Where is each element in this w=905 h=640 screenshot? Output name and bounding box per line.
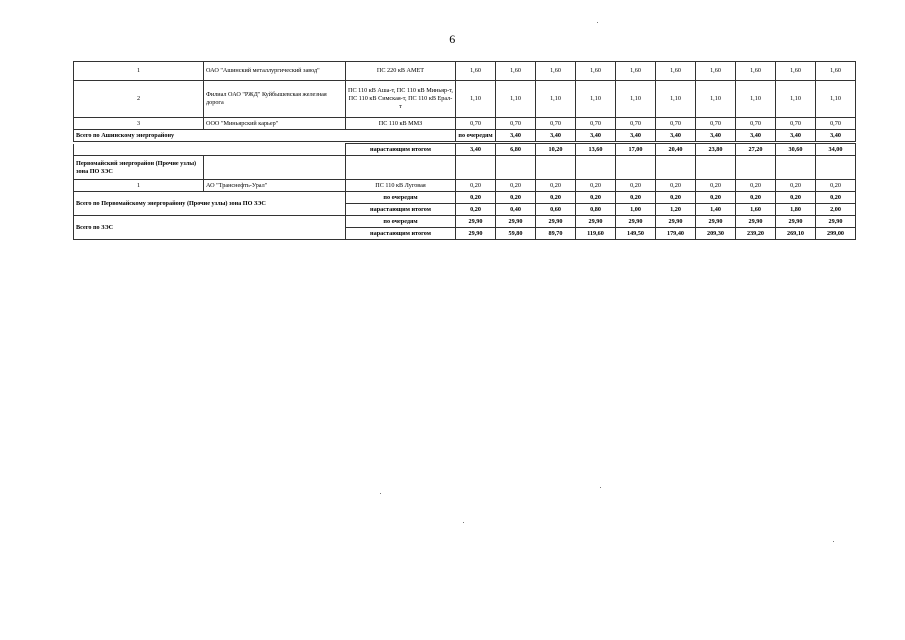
value-cell: 0,20 — [816, 192, 856, 204]
value-cell: 1,60 — [496, 62, 536, 81]
value-cell: 0,70 — [816, 118, 856, 130]
value-cell: 0,70 — [656, 118, 696, 130]
empty-cell — [204, 156, 346, 180]
capacity-table — [73, 61, 856, 142]
value-cell: 6,80 — [496, 144, 536, 156]
value-cell: 1,60 — [776, 62, 816, 81]
empty-cell — [656, 156, 696, 180]
value-cell: 29,90 — [456, 216, 496, 228]
scan-speck — [380, 493, 381, 494]
empty-cell — [346, 156, 456, 180]
value-cell: 0,20 — [656, 192, 696, 204]
value-cell: 149,50 — [616, 228, 656, 240]
value-cell: 1,40 — [696, 204, 736, 216]
value-cell: 0,20 — [536, 192, 576, 204]
subtotal-type-label: нарастающим итогом — [346, 228, 456, 240]
value-cell: 59,80 — [496, 228, 536, 240]
value-cell: 0,70 — [576, 118, 616, 130]
value-cell: 1,00 — [616, 204, 656, 216]
subtotal-row — [74, 130, 856, 142]
value-cell: 0,20 — [456, 204, 496, 216]
value-cell: 13,60 — [576, 144, 616, 156]
value-cell: 1,10 — [656, 81, 696, 118]
empty-cell — [696, 156, 736, 180]
value-cell: 1,60 — [456, 62, 496, 81]
value-cell: 1,60 — [736, 62, 776, 81]
value-cell: 119,60 — [576, 228, 616, 240]
value-cell: 27,20 — [736, 144, 776, 156]
value-cell: 29,90 — [616, 216, 656, 228]
value-cell: 3,40 — [536, 130, 576, 142]
scan-speck — [597, 22, 598, 23]
consumer-name: ООО "Миньярский карьер" — [204, 118, 346, 130]
consumer-name: ОАО "Ашинский металлургический завод" — [204, 62, 346, 81]
subtotal-type-label: по очередям — [456, 130, 496, 142]
value-cell: 0,20 — [816, 180, 856, 192]
empty-cell — [536, 156, 576, 180]
scan-speck — [600, 487, 601, 488]
value-cell: 1,10 — [616, 81, 656, 118]
value-cell: 1,60 — [736, 204, 776, 216]
empty-cell — [456, 156, 496, 180]
value-cell: 20,40 — [656, 144, 696, 156]
value-cell: 0,20 — [616, 180, 656, 192]
value-cell: 0,20 — [656, 180, 696, 192]
value-cell: 299,00 — [816, 228, 856, 240]
value-cell: 1,10 — [536, 81, 576, 118]
value-cell: 23,80 — [696, 144, 736, 156]
substation-name: ПС 110 кВ Аша-т, ПС 110 кВ Миньяр-т, ПС 110 кВ Симская-т, ПС 110 кВ Ерал-т — [346, 81, 456, 118]
value-cell: 269,10 — [776, 228, 816, 240]
consumer-name: АО "Транснефть-Урал" — [204, 180, 346, 192]
value-cell: 10,20 — [536, 144, 576, 156]
substation-name: ПС 110 кВ ММЗ — [346, 118, 456, 130]
value-cell: 89,70 — [536, 228, 576, 240]
value-cell: 0,20 — [576, 192, 616, 204]
value-cell: 29,90 — [536, 216, 576, 228]
value-cell: 3,40 — [816, 130, 856, 142]
value-cell: 0,20 — [696, 192, 736, 204]
value-cell: 0,20 — [776, 180, 816, 192]
value-cell: 17,00 — [616, 144, 656, 156]
grand-total-row — [74, 216, 856, 228]
value-cell: 1,60 — [696, 62, 736, 81]
value-cell: 209,30 — [696, 228, 736, 240]
value-cell: 29,90 — [456, 228, 496, 240]
value-cell: 1,60 — [576, 62, 616, 81]
value-cell: 0,20 — [456, 180, 496, 192]
value-cell: 1,60 — [816, 62, 856, 81]
value-cell: 1,60 — [656, 62, 696, 81]
scan-speck — [833, 541, 834, 542]
value-cell: 3,40 — [736, 130, 776, 142]
value-cell: 0,70 — [616, 118, 656, 130]
table-row — [74, 118, 856, 130]
value-cell: 1,10 — [776, 81, 816, 118]
value-cell: 29,90 — [816, 216, 856, 228]
value-cell: 1,10 — [816, 81, 856, 118]
value-cell: 29,90 — [576, 216, 616, 228]
value-cell: 34,00 — [816, 144, 856, 156]
value-cell: 0,20 — [696, 180, 736, 192]
value-cell: 0,20 — [616, 192, 656, 204]
section-label: Первомайский энергорайон (Прочие узлы) зона ПО ЗЭС — [74, 156, 204, 180]
page-number: 6 — [449, 32, 456, 46]
value-cell: 1,10 — [736, 81, 776, 118]
value-cell: 3,40 — [576, 130, 616, 142]
subtotal-type-label: нарастающим итогом — [346, 204, 456, 216]
value-cell: 1,10 — [456, 81, 496, 118]
subtotal-row — [74, 144, 856, 156]
value-cell: 0,20 — [736, 180, 776, 192]
substation-name: ПС 220 кВ АМЕТ — [346, 62, 456, 81]
value-cell: 0,70 — [776, 118, 816, 130]
value-cell: 3,40 — [656, 130, 696, 142]
value-cell: 3,40 — [776, 130, 816, 142]
value-cell: 0,70 — [736, 118, 776, 130]
scan-speck — [463, 522, 464, 523]
row-number: 1 — [74, 180, 204, 192]
value-cell: 29,90 — [736, 216, 776, 228]
row-number: 3 — [74, 118, 204, 130]
subtotal-label: Всего по Ашинскому энергорайону — [74, 130, 456, 142]
value-cell: 29,90 — [496, 216, 536, 228]
value-cell: 0,70 — [536, 118, 576, 130]
value-cell: 1,10 — [496, 81, 536, 118]
value-cell: 0,20 — [576, 180, 616, 192]
value-cell: 1,10 — [696, 81, 736, 118]
value-cell: 3,40 — [616, 130, 656, 142]
subtotal-label: Всего по Первомайскому энергорайону (Прочие узлы) зона ПО ЗЭС — [74, 192, 346, 216]
value-cell: 1,10 — [576, 81, 616, 118]
value-cell: 30,60 — [776, 144, 816, 156]
value-cell: 0,20 — [496, 180, 536, 192]
subtotal-type-label: нарастающим итогом — [346, 144, 456, 156]
consumer-name: Филиал ОАО "РЖД" Куйбышевская железная дорога — [204, 81, 346, 118]
value-cell: 0,60 — [536, 204, 576, 216]
value-cell: 0,20 — [776, 192, 816, 204]
value-cell: 0,20 — [736, 192, 776, 204]
value-cell: 0,70 — [496, 118, 536, 130]
value-cell: 179,40 — [656, 228, 696, 240]
capacity-table-lower — [73, 143, 856, 240]
value-cell: 29,90 — [696, 216, 736, 228]
empty-cell — [816, 156, 856, 180]
value-cell: 29,90 — [776, 216, 816, 228]
grand-total-label: Всего по ЗЭС — [74, 216, 346, 240]
subtotal-type-label: по очередям — [346, 192, 456, 204]
value-cell: 3,40 — [456, 144, 496, 156]
value-cell: 239,20 — [736, 228, 776, 240]
row-number: 2 — [74, 81, 204, 118]
substation-name: ПС 110 кВ Луговая — [346, 180, 456, 192]
table-row — [74, 62, 856, 81]
value-cell: 1,80 — [776, 204, 816, 216]
value-cell: 0,70 — [696, 118, 736, 130]
subtotal-row — [74, 192, 856, 204]
subtotal-type-label: по очередям — [346, 216, 456, 228]
subtotal-spacer — [74, 144, 346, 156]
empty-cell — [736, 156, 776, 180]
value-cell: 0,20 — [456, 192, 496, 204]
empty-cell — [616, 156, 656, 180]
row-number: 1 — [74, 62, 204, 81]
value-cell: 0,80 — [576, 204, 616, 216]
value-cell: 29,90 — [656, 216, 696, 228]
value-cell: 0,70 — [456, 118, 496, 130]
value-cell: 0,40 — [496, 204, 536, 216]
table-row — [74, 81, 856, 118]
value-cell: 1,20 — [656, 204, 696, 216]
value-cell: 1,60 — [536, 62, 576, 81]
empty-cell — [496, 156, 536, 180]
empty-cell — [776, 156, 816, 180]
value-cell: 0,20 — [496, 192, 536, 204]
value-cell: 2,00 — [816, 204, 856, 216]
value-cell: 0,20 — [536, 180, 576, 192]
value-cell: 3,40 — [696, 130, 736, 142]
value-cell: 3,40 — [496, 130, 536, 142]
value-cell: 1,60 — [616, 62, 656, 81]
empty-cell — [576, 156, 616, 180]
section-header-row — [74, 156, 856, 180]
table-row — [74, 180, 856, 192]
